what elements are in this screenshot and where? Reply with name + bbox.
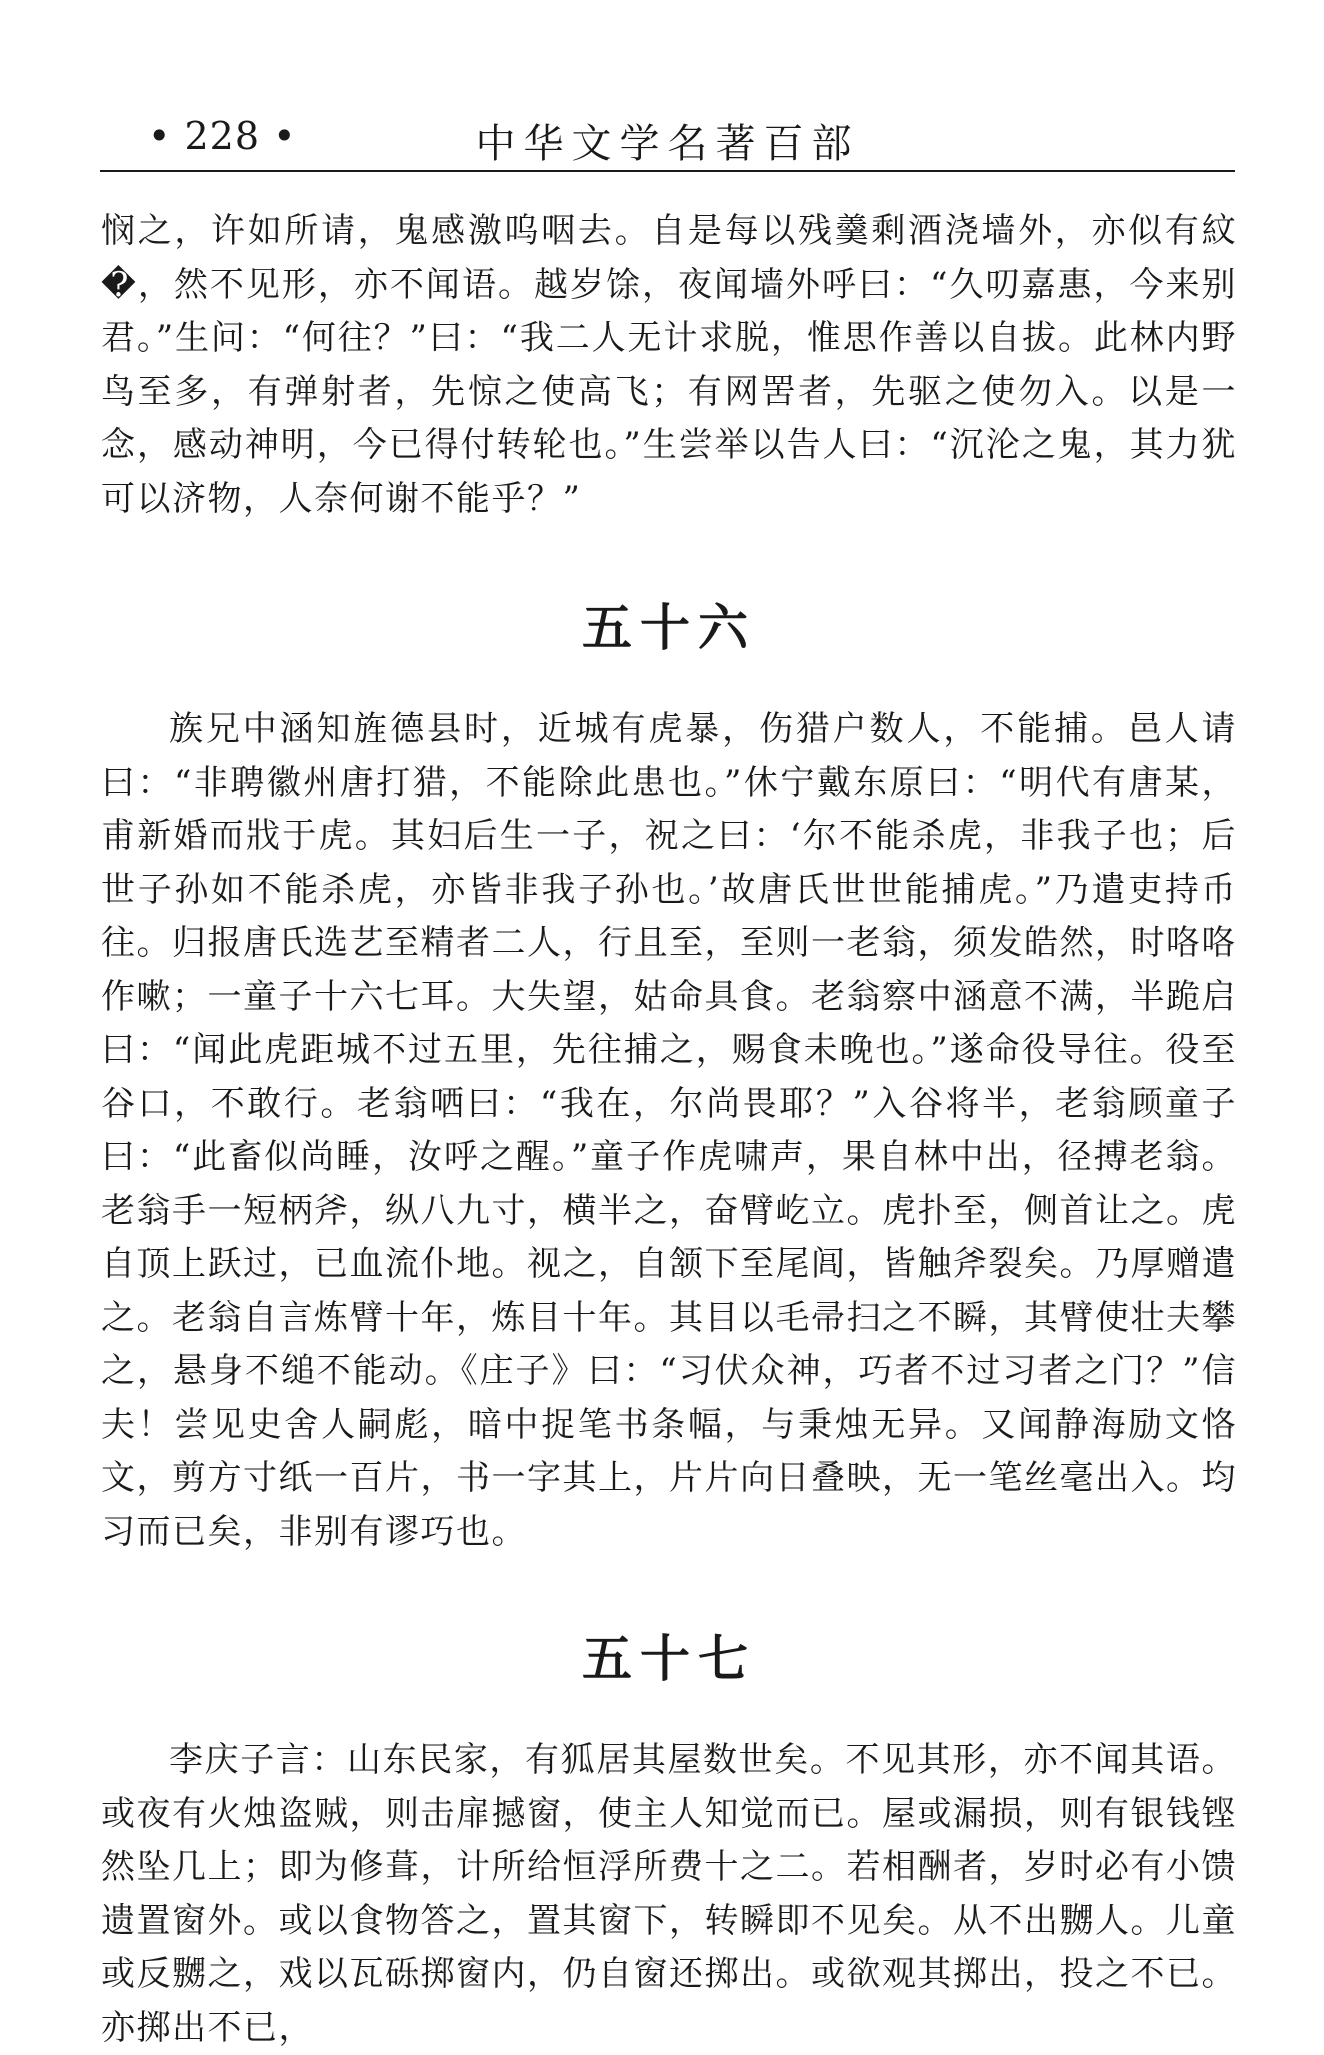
continued-paragraph: 悯之，许如所请，鬼感激呜咽去。自是每以残羹剩酒浇墙外，亦似有紋�，然不见形，亦不闻语。越岁馀，夜闻墙外呼曰：“久叨嘉惠，今来别君。”生问：“何往？”曰：“我二人无计求脱，惟思作善以自拔。此林内野鸟至多，有弹射者，先惊之使高飞；有网罟者，先驱之使勿入。以是一念，感动神明，今已得付转轮也。”生尝举以告人曰：“沉沦之鬼，其力犹可以济物，人奈何谢不能乎？”: [101, 211, 1237, 519]
page-header: [100, 112, 1235, 168]
section-title-56: 五十六: [582, 598, 756, 657]
page-body: [101, 205, 1237, 2055]
section-title-57: 五十七: [582, 1629, 756, 1688]
book-title: 中华文学名著百部: [475, 121, 860, 167]
section-57-paragraph: 李庆子言：山东民家，有狐居其屋数世矣。不见其形，亦不闻其语。或夜有火烛盗贼，则击扉撼窗，使主人知觉而已。屋或漏损，则有银钱铿然坠几上；即为修葺，计所给恒浮所费十之二。若相酬者，岁时必有小馈遗置窗外。或以食物答之，置其窗下，转瞬即不见矣。从不出嬲人。儿童或反嬲之，戏以瓦砾掷窗内，仍自窗还掷出。或欲观其掷出，投之不已。亦掷出不已，: [101, 1740, 1237, 2048]
header-divider: [100, 170, 1235, 172]
page-number: • 228 •: [148, 114, 297, 158]
section-56-paragraph: 族兄中涵知旌德县时，近城有虎暴，伤猎户数人，不能捕。邑人请曰：“非聘徽州唐打猎，不能除此患也。”休宁戴东原曰：“明代有唐某，甫新婚而戕于虎。其妇后生一子，祝之曰：‘尔不能杀虎，非我子也；后世子孙如不能杀虎，亦皆非我子孙也。’故唐氏世世能捕虎。”乃遣吏持币往。归报唐氏选艺至精者二人，行且至，至则一老翁，须发皓然，时咯咯作嗽；一童子十六七耳。大失望，姑命具食。老翁察中涵意不满，半跪启曰：“闻此虎距城不过五里，先往捕之，赐食未晚也。”遂命役导往。役至谷口，不敢行。老翁哂曰：“我在，尔尚畏耶？”入谷将半，老翁顾童子曰：“此畜似尚睡，汝呼之醒。”童子作虎啸声，果自林中出，径搏老翁。老翁手一短柄斧，纵八九寸，横半之，奋臂屹立。虎扑至，侧首让之。虎自顶上跃过，已血流仆地。视之，自颔下至尾闾，皆触斧裂矣。乃厚赠遣之。老翁自言炼臂十年，炼目十年。其目以毛帚扫之不瞬，其臂使壮夫攀之，悬身不缒不能动。《庄子》曰：“习伏众神，巧者不过习者之门？”信夫！尝见史舍人嗣彪，暗中捉笔书条幅，与秉烛无异。又闻静海励文恪文，剪方寸纸一百片，书一字其上，片片向日叠映，无一笔丝毫出入。均习而已矣，非别有谬巧也。: [101, 709, 1237, 1552]
